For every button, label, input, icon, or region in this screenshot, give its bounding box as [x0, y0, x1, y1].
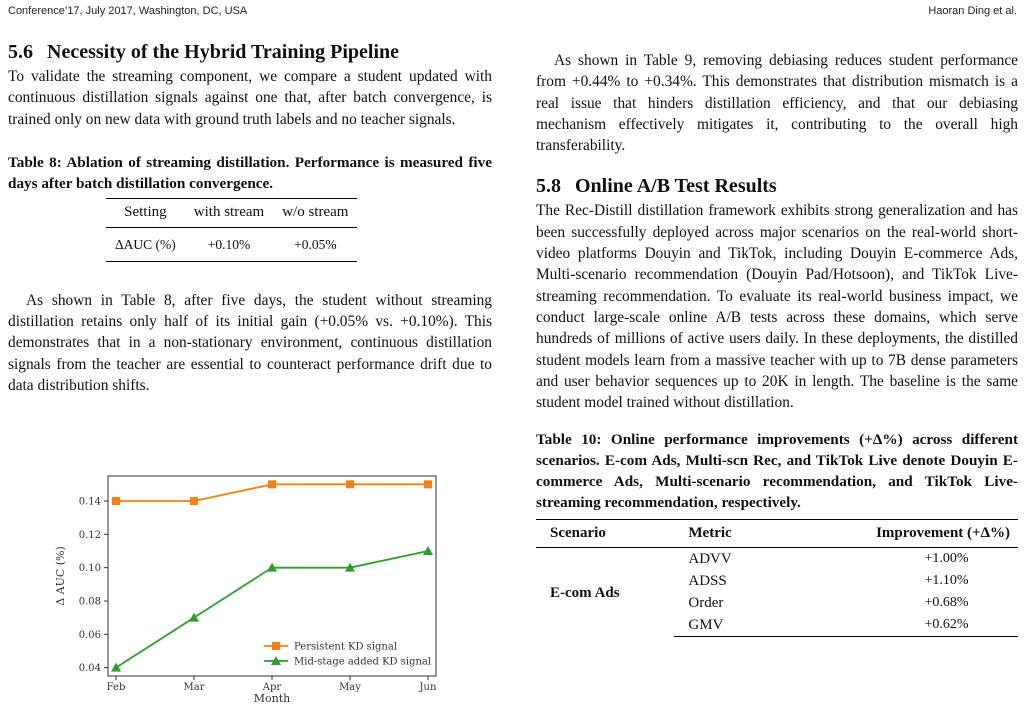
- x-tick-label: Feb: [106, 682, 126, 693]
- table-cell: ADSS: [688, 573, 727, 590]
- section-number: 5.8: [536, 175, 561, 198]
- data-point: [112, 497, 120, 505]
- table-cell: +0.68%: [924, 595, 969, 611]
- table-cell: ΔAUC (%): [106, 227, 185, 261]
- table-cell: +0.10%: [185, 227, 273, 261]
- legend-label: Mid-stage added KD signal: [294, 656, 432, 668]
- running-header-right: Haoran Ding et al.: [928, 5, 1017, 17]
- paragraph: The Rec-Distill distillation framework exhibits strong generalization and has been successfully deployed across major scenarios on the real-world short-video platforms Douyin and TikTok, including Douyin E-commerce Ads, Multi-scenario recommendation (Douyin Pad/Hotsoon), and TikTok Live-streaming recommendation. To evaluate its real-world business impact, we conduct large-scale online A/B tests across these domains, which serve hundreds of millions of active users daily. In these deployments, the distilled student models learn from a massive teacher with up to 7B dense parameters and user behavior sequences up to 20K in length. The baseline is the same student model trained without distillation.: [536, 202, 1018, 412]
- y-axis-label: Δ AUC (%): [54, 546, 67, 606]
- paragraph: To validate the streaming component, we compare a student updated with continuous distillation signals against one that, after batch convergence, is trained only on new data with ground truth labels and no teacher signals.: [8, 68, 492, 128]
- y-tick-label: 0.14: [78, 496, 101, 508]
- section-title: Necessity of the Hybrid Training Pipeline: [47, 41, 400, 63]
- table-row: [536, 548, 1018, 571]
- paragraph: As shown in Table 8, after five days, the student without streaming distillation retains only half of its initial gain (+0.05% vs. +0.10%). This demonstrates that in a non-stationary environment, continuous distillation signals from the teacher are essential to counteract performance drift due to data distribution shifts.: [8, 291, 492, 395]
- y-tick-label: 0.12: [78, 529, 101, 541]
- right-column: [536, 40, 1018, 637]
- data-point: [111, 663, 121, 672]
- section-heading-5-6: [8, 40, 492, 64]
- running-header-left: Conference’17, July 2017, Washington, DC, USA: [8, 5, 248, 17]
- table-cell: +1.10%: [924, 573, 969, 589]
- left-column: [8, 40, 492, 396]
- section-title: Online A/B Test Results: [575, 175, 777, 198]
- y-tick-label: 0.10: [78, 563, 101, 575]
- table-header-cell: Scenario: [536, 520, 674, 548]
- data-point: [272, 642, 280, 650]
- table-cell: +1.00%: [924, 551, 969, 567]
- data-point: [424, 480, 432, 488]
- data-point: [190, 497, 198, 505]
- table-cell: +0.05%: [273, 227, 357, 261]
- table-8-caption: Table 8: Ablation of streaming distillation. Performance is measured five days after batch distillation convergence.: [8, 153, 492, 192]
- table-header-cell: Setting: [106, 198, 185, 227]
- data-point: [268, 480, 276, 488]
- x-tick-label: Jun: [419, 682, 437, 693]
- table-cell: ADVV: [688, 551, 732, 568]
- y-tick-label: 0.06: [78, 629, 101, 641]
- data-point: [423, 546, 433, 555]
- legend-label: Persistent KD signal: [294, 641, 398, 653]
- auc-line-chart: [8, 470, 492, 710]
- table-header-cell: Improvement (+Δ%): [773, 520, 1018, 548]
- section-heading-5-8: [536, 174, 1018, 198]
- y-tick-label: 0.04: [78, 663, 101, 675]
- x-tick-label: May: [339, 682, 361, 693]
- data-point: [346, 480, 354, 488]
- table-cell: Order: [688, 595, 724, 612]
- table-cell: +0.62%: [773, 614, 1018, 637]
- section-number: 5.6: [8, 41, 33, 63]
- chart-legend: [264, 642, 431, 668]
- table-header-cell: w/o stream: [273, 198, 357, 227]
- y-tick-label: 0.08: [78, 596, 101, 608]
- x-tick-label: Apr: [262, 682, 282, 693]
- x-tick-label: Mar: [183, 682, 205, 693]
- table-header-cell: with stream: [185, 198, 273, 227]
- chart-axes: [54, 476, 437, 705]
- paragraph: As shown in Table 9, removing debiasing reduces student performance from +0.44% to +0.34%. This demonstrates that distribution mismatch is a real issue that hinders distillation efficiency, and that our debiasing mechanism effectively mitigates it, contributing to the overall high transferability.: [536, 52, 1018, 155]
- table-10: [536, 519, 1018, 637]
- table-cell: E-com Ads: [550, 584, 620, 601]
- table-8: [106, 198, 357, 262]
- x-axis-label: Month: [253, 692, 291, 705]
- table-header-cell: Metric: [674, 520, 773, 548]
- table-cell: GMV: [674, 614, 773, 637]
- table-10-caption: Table 10: Online performance improvements (+Δ%) across different scenarios. E-com Ads, Multi-scn Rec, and TikTok Live denote Douyin E-commerce Ads, Multi-scenario recommendation, and TikTok Live-streaming recommendation, respectively.: [536, 431, 1018, 512]
- data-point: [189, 613, 199, 622]
